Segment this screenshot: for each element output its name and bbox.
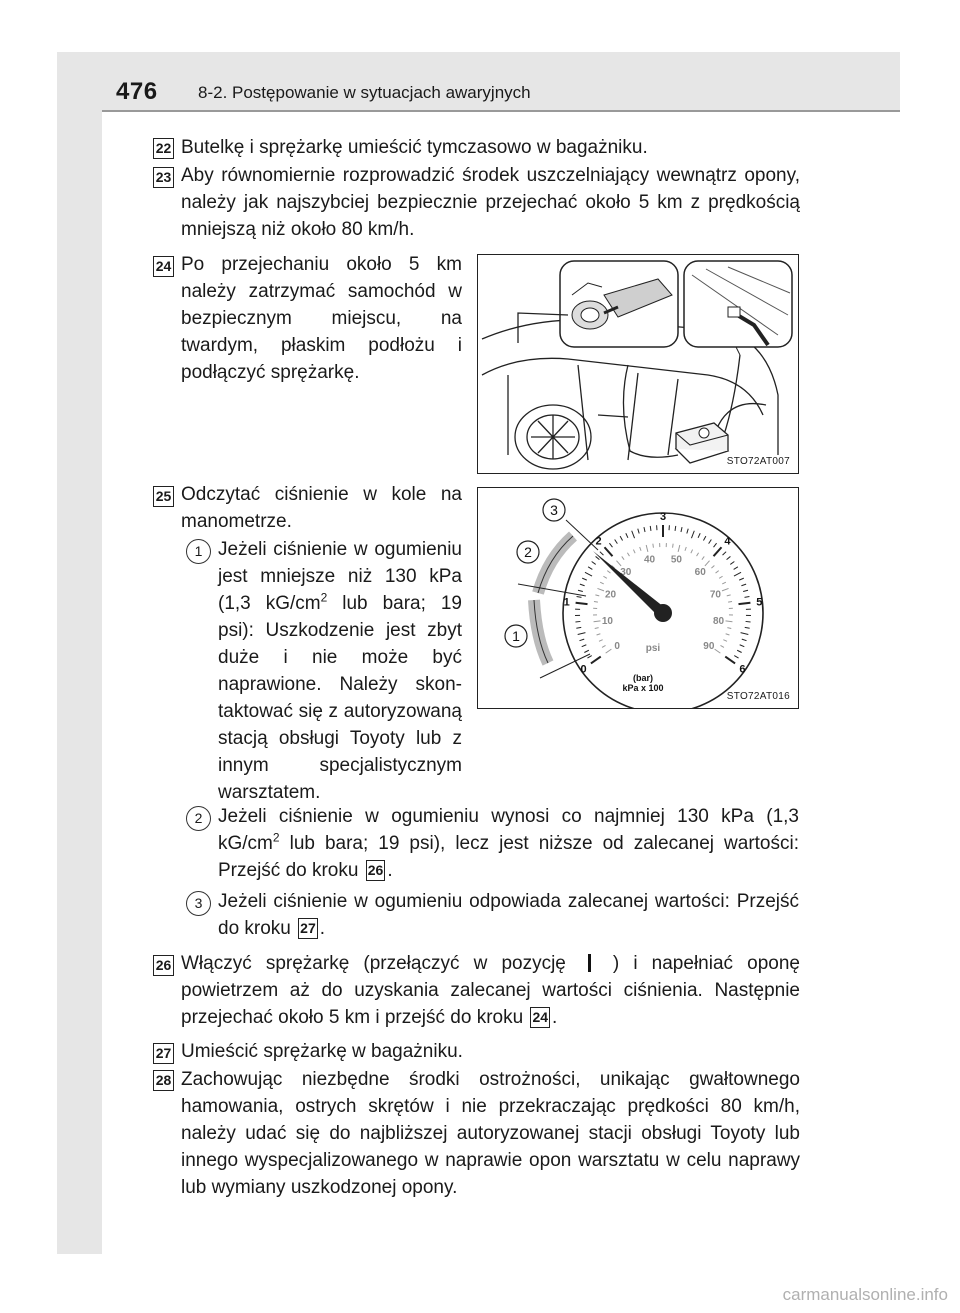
condition-number-2: 2 <box>186 806 211 831</box>
gauge-tick <box>738 603 750 604</box>
step-badge-25: 25 <box>153 486 174 507</box>
psi-tick-label: 80 <box>712 616 725 628</box>
step-23-text: Aby równomiernie rozprowadzić środek uszczelniający wewnątrz opony, należy jak najszybciej bezpiecznie przejechać około 5 km z prędkością mniejszą niż około 80 km/h. <box>181 165 800 240</box>
step-ref-27[interactable]: 27 <box>298 918 318 939</box>
bar-unit-label: (bar) <box>633 673 653 683</box>
step-badge-23: 23 <box>153 167 174 188</box>
compressor-figure <box>477 254 799 474</box>
psi-tick-label: 50 <box>670 554 683 566</box>
gauge-callout-label: 2 <box>524 544 532 560</box>
bar-tick-label: 6 <box>739 663 746 676</box>
range-arrow-low <box>534 600 548 663</box>
psi-tick-label: 60 <box>694 567 706 579</box>
bar-tick-label: 1 <box>563 596 570 609</box>
section-title: 8-2. Postępowanie w sytuacjach awaryjnych <box>198 83 531 102</box>
socket-closeup <box>518 261 678 347</box>
switch-on-symbol-icon <box>588 954 591 972</box>
gauge-tick <box>575 621 580 622</box>
psi-tick-label: 0 <box>614 641 620 653</box>
header-rule <box>102 110 900 112</box>
gauge-hub <box>654 604 672 622</box>
figure-code-compressor: STO72AT007 <box>726 456 790 467</box>
compressor-unit <box>676 423 728 463</box>
step-ref-24[interactable]: 24 <box>530 1007 550 1028</box>
step-badge-27: 27 <box>153 1043 174 1064</box>
step-ref-26[interactable]: 26 <box>366 860 386 881</box>
step-25-text: Odczytać ciśnienie w kole na manometrze. <box>181 484 462 532</box>
step-26-text: Włączyć sprężarkę (przełączyć w pozycję ) i napełniać oponę powietrzem aż do uzyskania zalecanej wartości ciśnienia. Następnie przejechać około 5 km i przejść do kroku 24 . <box>181 953 800 1028</box>
gauge-callout-label: 1 <box>512 628 520 644</box>
condition-3-text: Jeżeli ciśnienie w ogumieniu odpowiada zalecanej wartości: Przejść do kroku 27 . <box>218 891 799 939</box>
psi-tick-label: 10 <box>601 616 614 628</box>
pressure-gauge-illustration <box>478 488 798 708</box>
step-22-text: Butelkę i sprężarkę umieścić tymczasowo w bagażniku. <box>181 137 648 158</box>
bar-tick-label: 5 <box>756 596 763 609</box>
psi-tick <box>594 602 598 603</box>
step-badge-26: 26 <box>153 955 174 976</box>
psi-tick-label: 40 <box>643 554 656 566</box>
gauge-figure <box>477 487 799 709</box>
step-24-text: Po przejechaniu około 5 km należy zatrzymać samochód w bezpiecznym miejscu, na twardym, płaskim podłożu i podłączyć sprężarkę. <box>181 254 462 383</box>
psi-tick <box>728 602 732 603</box>
psi-tick <box>673 544 674 548</box>
step-27-text: Umieścić sprężarkę w bagażniku. <box>181 1041 463 1062</box>
condition-number-3: 3 <box>186 891 211 916</box>
step-badge-24: 24 <box>153 256 174 277</box>
psi-tick-label: 30 <box>620 567 632 579</box>
step-badge-22: 22 <box>153 138 174 159</box>
step-badge-28: 28 <box>153 1070 174 1091</box>
gauge-tick <box>576 603 588 604</box>
gauge-callout-label: 3 <box>550 502 558 518</box>
watermark: carmanualsonline.info <box>782 1285 948 1304</box>
valve-closeup <box>684 261 792 355</box>
bar-tick-label: 4 <box>724 535 731 548</box>
side-bar <box>57 52 102 1254</box>
bar-tick-label: 0 <box>580 663 587 676</box>
kpa-unit-label: kPa x 100 <box>622 683 664 693</box>
figure-code-gauge: STO72AT016 <box>726 691 790 702</box>
bar-tick-label: 3 <box>659 511 667 523</box>
condition-1-text: Jeżeli ciśnienie w ogumieniu jest mniejsze niż 130 kPa (1,3 $kG/cm^2$ lub bara; 19 psi): Uszkodzenie jest zbyt duże i nie może być naprawione. Należy skontaktować się z autoryzowaną stacją obsługi Toyoty lub z innym specjalistycznym warsztatem. <box>218 539 463 803</box>
car-compressor-illustration <box>478 255 798 473</box>
psi-unit-label: psi <box>645 643 661 654</box>
condition-number-1: 1 <box>186 539 211 564</box>
page-number: 476 <box>116 78 158 105</box>
psi-tick <box>653 544 654 548</box>
psi-tick-label: 20 <box>605 589 617 601</box>
condition-2-text: Jeżeli ciśnienie w ogumieniu wynosi co najmniej 130 kPa (1,3 $kG/cm^2$ lub bara; 19 psi), lecz jest niższe od zalecanej wartości: Przejść do kroku 26 . <box>218 806 799 881</box>
psi-tick-label: 70 <box>709 589 721 601</box>
gauge-tick <box>746 621 751 622</box>
psi-tick-label: 90 <box>703 641 715 653</box>
step-28-text: Zachowując niezbędne środki ostrożności, unikając gwałtownego hamowania, ostrych skrętów i nie przekraczając prędkości 80 km/h, należy udać się do najbliższej autoryzowanej stacji obsługi Toyoty lub innego wyspecjalizowanego w naprawie opon warsztatu w celu naprawy lub wymiany uszkodzonej opony. <box>181 1069 800 1198</box>
bar-tick-label: 2 <box>595 535 602 548</box>
